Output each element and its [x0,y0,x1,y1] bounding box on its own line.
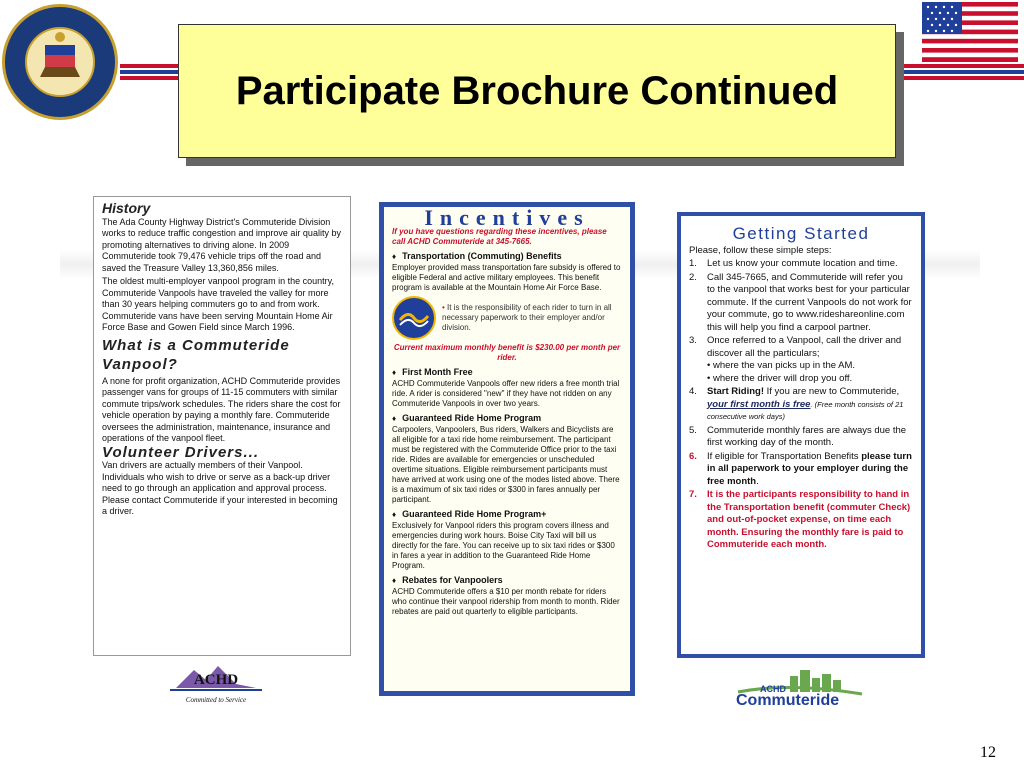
step-text: . [756,475,759,487]
benefit-body: Exclusively for Vanpool riders this program covers illness and emergencies during work hours. Boise City Taxi will bill us directly for the fare. You can receive up to six taxi rides or $300 in fares a year in addition to the Guaranteed Ride Home Program. [392,521,615,570]
step-footnote: . (Free month consists of 21 consecutive work days) [707,399,904,421]
benefit-body: ACHD Commuteride offers a $10 per month rebate for riders who continue their vanpool ridership from month to month. Rider rebates are paid out quarterly to eligible participants. [392,587,620,616]
what-is-vanpool-body: A none for profit organization, ACHD Commuteride provides passenger vans for groups of 11-15 commuters with similar commute trips/work schedules. The riders share the cost for vehicle operation by paying a monthly fare. Commuteride oversees the administration, maintenance, insurance and operations of the vanpool fleet. [102,375,341,443]
getting-started-panel [677,212,925,658]
army-seal-logo [2,4,118,120]
incentives-heading: Incentives [424,205,590,230]
benefit-title: ♦ Guaranteed Ride Home Program [392,413,622,424]
step-number: 7. [689,489,697,500]
step-text: Let us know your commute location and time. [707,258,898,269]
history-body: The Ada County Highway District's Commuteride Division works to reduce traffic congestion and improve air quality by promoting alternatives to driving alone. In 2009 Commuteride took 79,476 vehicle trips off the road and saved the Treasure Valley 13,360,856 miles. [102,216,341,273]
seal-graphic [5,7,115,117]
step-item [689,489,913,552]
step-text: Once referred to a Vanpool, call the driver and discover all the particulars; [707,335,902,359]
incentives-panel [379,202,635,696]
max-benefit-note: Current maximum monthly benefit is $230.00 per month per rider. [393,343,621,362]
step-text: It is the participants responsibility to hand in the Transportation benefit (commuter Check) and out-of-pocket expense, on time each month. Ensuring the monthly fare is paid to Commuteride each month. [707,489,911,550]
responsibility-bullet: • [442,303,445,312]
incentives-intro: If you have questions regarding these incentives, please call ACHD Commuteride at 345-7665. [392,227,607,246]
step-number: 5. [689,424,697,436]
achd-logo-text: ACHD [193,672,239,688]
step-emphasis: please turn in all paperwork to your employer during the free month [707,450,912,487]
step-number: 2. [689,271,697,283]
step-item [689,335,913,385]
us-flag-icon [922,2,1018,62]
page-number: 12 [980,744,996,761]
step-item [689,258,913,271]
achd-tagline: Committed to Service [185,696,247,704]
title-box [178,24,896,158]
benefit-body: Employer provided mass transportation fare subsidy is offered to eligible Federal and active military employees. This benefit program is available at the Mountain Home Air Force Base. [392,263,621,292]
commuteride-logo-small: ACHD [760,684,786,694]
page-title: Participate Brochure Continued [235,69,839,113]
responsibility-note [392,296,622,340]
benefit-body: Carpoolers, Vanpoolers, Bus riders, Walkers and Bicyclists are all eligible for a taxi ride home reimbursement. The participant must be registered with the Commuteride Office prior to the taxi ride. Rides are available for emergencies or unscheduled overtime situations. Eligible reimbursement participants must have arrived at work using one of the modes listed above. There is a maximum of six taxi rides or $300 in fares annually per participant. [392,425,620,504]
step-lead: Start Riding! [707,386,764,397]
step-number: 1. [689,258,697,269]
responsibility-text: It is the responsibility of each rider to turn in all necessary paperwork to their employer and/or division. [442,303,612,332]
step-subitem: • where the van picks up in the AM. [707,360,856,371]
commuteride-logo [730,668,870,712]
benefit-title: ♦ Guaranteed Ride Home Program+ [392,509,622,520]
volunteer-drivers-body: Van drivers are actually members of their Vanpool. Individuals who wish to drive or serve as a back-up driver need to go through an application and approval process. Please contact Commuteride if your interested in becoming a driver. [102,460,338,516]
step-item [689,425,913,450]
step-number: 6. [689,450,697,462]
getting-started-heading: Getting Started [732,224,870,243]
step-number: 3. [689,335,697,346]
achd-logo [166,660,266,708]
commuteride-logo-text: Commuteride [736,692,840,709]
what-is-vanpool-heading: What is a Commuteride Vanpool? [102,336,290,373]
benefit-title: ♦ Rebates for Vanpoolers [392,575,622,586]
volunteer-drivers-heading: Volunteer Drivers... [102,443,259,461]
ridesharing-logo-icon [392,296,436,340]
benefit-title: ♦ Transportation (Commuting) Benefits [392,251,622,262]
step-item [689,272,913,335]
header-stripe-blue [905,70,1024,74]
step-emphasis: your first month is free [707,398,811,410]
step-text: Commuteride monthly fares are always due the first working day of the month. [707,424,907,448]
step-text: If eligible for Transportation Benefits [707,450,862,462]
step-number: 4. [689,386,697,397]
history-panel [93,196,351,656]
header-stripe-red [905,64,1024,68]
history-body-2: The oldest multi-employer vanpool program in the country, Commuteride Vanpools have traveled the valley for more than 30 years helping commuters go to and from work. Commuteride vans have been serving Mountain Home Air Force Base and Gowen Field since March 1996. [102,276,334,332]
header-stripe-red [905,76,1024,80]
step-item [689,451,913,489]
step-text: If you are new to Commuteride, [764,386,900,397]
history-heading: History [102,200,151,216]
getting-started-intro: Please, follow these simple steps: [689,244,832,256]
benefit-title: ♦ First Month Free [392,367,622,378]
step-subitem: • where the driver will drop you off. [707,372,853,384]
benefit-body: ACHD Commuteride Vanpools offer new riders a free month trial ride. A rider is considered "new" if they have not ridden on any Commuteride Vanpools in over two years. [392,379,620,408]
step-text: Call 345-7665, and Commuteride will refer you to the vanpool that works best for your particular commute. If the current Vanpools do not work for your commute, go to www.rideshareonline.com this will help you find a carpool partner. [707,271,912,333]
step-item [689,386,913,424]
